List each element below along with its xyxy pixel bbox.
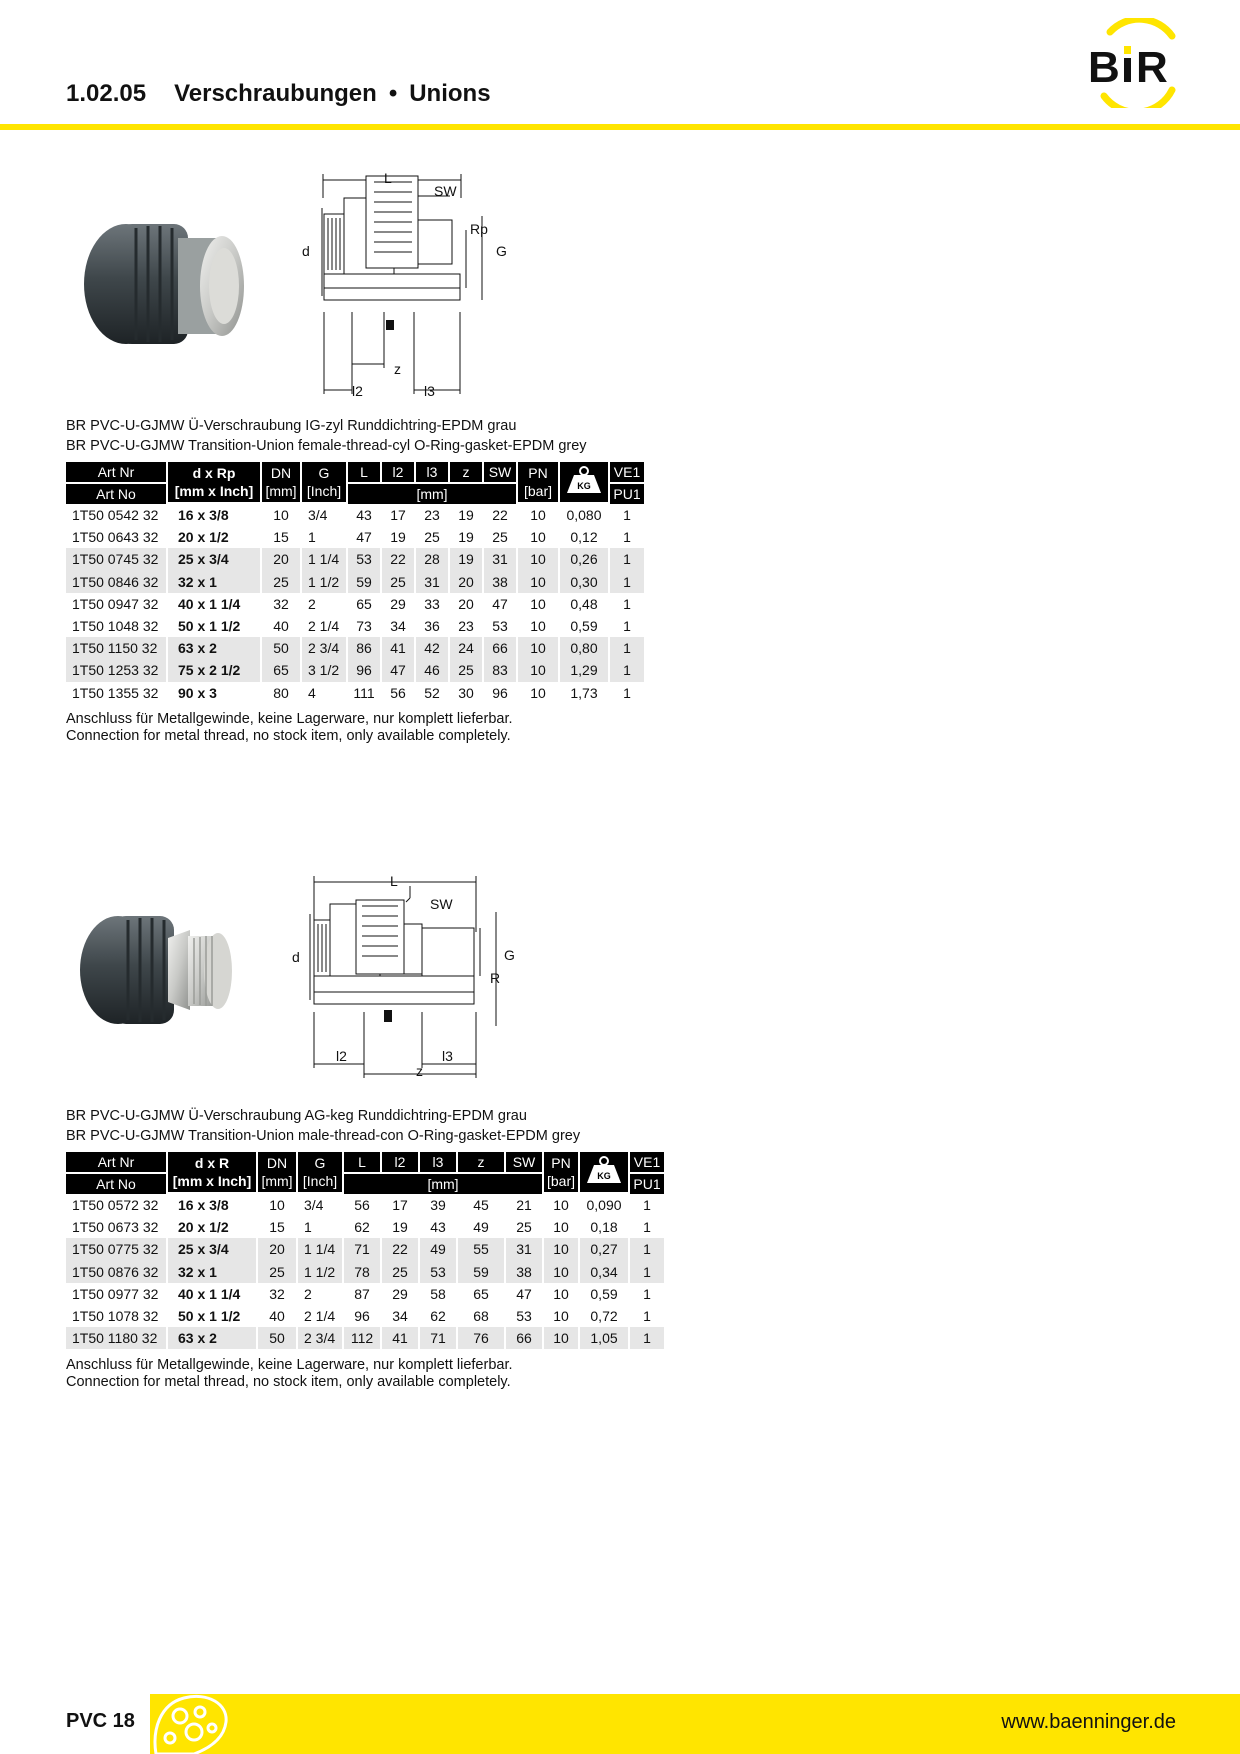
table-cell: 42 — [416, 637, 448, 659]
table-cell: 1 — [623, 595, 631, 612]
table-row — [66, 1283, 664, 1305]
section-number: 1.02.05 — [66, 80, 147, 107]
caption-de: BR PVC-U-GJMW Ü-Verschraubung AG-keg Runddichtring-EPDM grau — [66, 1108, 527, 1124]
table-row — [66, 1194, 664, 1216]
caption-de: BR PVC-U-GJMW Ü-Verschraubung IG-zyl Runddichtring-EPDM grau — [66, 418, 517, 434]
dim-label-l3: l3 — [424, 383, 435, 399]
table-cell: 1 — [610, 571, 644, 593]
table-cell: 1T50 0876 32 — [66, 1261, 166, 1283]
table-cell: 1 — [643, 1308, 651, 1325]
table-cell: 38 — [484, 571, 516, 593]
dim-label-z: z — [416, 1063, 423, 1079]
caption-en: BR PVC-U-GJMW Transition-Union female-thread-cyl O-Ring-gasket-EPDM grey — [66, 438, 587, 454]
table-cell: 31 — [506, 1238, 542, 1260]
table-cell: 17 — [392, 1197, 408, 1213]
col-l: L — [344, 1152, 380, 1174]
table-cell: 1T50 0745 32 — [66, 548, 166, 570]
table-cell: 43 — [430, 1219, 446, 1236]
table-cell: 78 — [344, 1261, 380, 1283]
dim-label-G: G — [504, 947, 515, 963]
table-cell: 49 — [473, 1219, 489, 1236]
table-cell: 66 — [484, 637, 516, 659]
note-de: Anschluss für Metallgewinde, keine Lagerware, nur komplett lieferbar. — [66, 711, 513, 727]
note-en: Connection for metal thread, no stock item, only available completely. — [66, 1374, 511, 1390]
table-cell: 41 — [382, 637, 414, 659]
table-cell: 0,12 — [570, 529, 598, 546]
svg-text:KG: KG — [577, 480, 591, 491]
table-cell: 2 — [308, 595, 316, 612]
table-cell: 34 — [390, 618, 406, 635]
table-cell: 1 — [610, 637, 644, 659]
table-row — [66, 659, 644, 681]
col-l2: l2 — [382, 462, 414, 484]
union-female-thread-photo — [78, 212, 250, 362]
table-row — [66, 504, 644, 526]
table-cell: 1 1/2 — [302, 571, 346, 593]
table-cell: 0,18 — [590, 1219, 618, 1236]
table-cell: 10 — [530, 618, 546, 635]
br-logo-icon — [1080, 18, 1190, 108]
table-cell: 2 — [304, 1285, 312, 1302]
table-cell: 59 — [458, 1261, 504, 1283]
note-de: Anschluss für Metallgewinde, keine Lagerware, nur komplett lieferbar. — [66, 1357, 513, 1373]
col-weight — [560, 462, 608, 504]
table-cell: 39 — [430, 1197, 446, 1213]
table-cell: 63 x 2 — [168, 1327, 256, 1349]
table-cell: 1T50 0572 32 — [72, 1197, 159, 1213]
col-art-no: Art No — [66, 1174, 166, 1194]
col-mm-unit: [mm] — [344, 1174, 542, 1194]
table-row — [66, 682, 644, 704]
table-cell: 68 — [473, 1308, 489, 1325]
table-cell: 1 — [304, 1219, 312, 1236]
col-pn: PN [bar] — [518, 462, 558, 504]
table-cell: 90 x 3 — [178, 684, 217, 701]
col-art-nr: Art Nr — [66, 462, 166, 484]
table-cell: 1T50 0673 32 — [72, 1219, 159, 1236]
table-cell: 15 — [273, 529, 289, 546]
table-cell: 19 — [450, 548, 482, 570]
table-cell: 40 x 1 1/4 — [178, 1285, 241, 1302]
table-cell: 32 x 1 — [168, 571, 260, 593]
col-l3: l3 — [420, 1152, 456, 1174]
dim-label-d: d — [292, 949, 300, 965]
section2-note — [66, 1357, 513, 1391]
table-cell: 20 — [450, 571, 482, 593]
table-cell: 2 3/4 — [302, 637, 346, 659]
website-link[interactable]: www.baenninger.de — [1001, 1711, 1176, 1733]
table-cell: 62 — [354, 1219, 370, 1236]
table-cell: 53 — [420, 1261, 456, 1283]
table-cell: 0,59 — [570, 618, 598, 635]
table-cell: 53 — [492, 618, 508, 635]
table-cell: 50 — [262, 637, 300, 659]
table-cell: 1T50 0775 32 — [66, 1238, 166, 1260]
bubble-decoration-icon — [150, 1690, 230, 1754]
table-cell: 22 — [382, 548, 414, 570]
col-pu1: PU1 — [610, 484, 644, 504]
table-cell: 112 — [344, 1327, 380, 1349]
table-cell: 1T50 1355 32 — [72, 684, 159, 701]
table-cell: 25 — [382, 1261, 418, 1283]
table-cell: 21 — [516, 1197, 532, 1213]
table-cell: 15 — [269, 1219, 285, 1236]
table-cell: 20 — [262, 548, 300, 570]
table-cell: 86 — [348, 637, 380, 659]
table-cell: 10 — [553, 1197, 569, 1213]
title-en: Unions — [409, 80, 491, 107]
table-cell: 3 1/2 — [302, 659, 346, 681]
dim-label-R: R — [490, 970, 501, 986]
table-cell: 1 — [610, 548, 644, 570]
table-cell: 2 1/4 — [308, 618, 340, 635]
table-row — [66, 615, 644, 637]
table-cell: 47 — [356, 529, 372, 546]
table-cell: 65 — [356, 595, 372, 612]
table-cell: 0,48 — [570, 595, 598, 612]
table-cell: 30 — [458, 684, 474, 701]
table-cell: 1T50 0542 32 — [72, 507, 159, 523]
table-cell: 25 — [258, 1261, 296, 1283]
dim-label-d: d — [302, 243, 310, 259]
table-cell: 1T50 0947 32 — [72, 595, 159, 612]
table-cell: 25 — [262, 571, 300, 593]
note-en: Connection for metal thread, no stock item, only available completely. — [66, 728, 511, 744]
table-cell: 56 — [390, 684, 406, 701]
table-cell: 1,29 — [560, 659, 608, 681]
table-cell: 10 — [544, 1327, 578, 1349]
table-cell: 1 — [643, 1285, 651, 1302]
table-cell: 53 — [348, 548, 380, 570]
table-cell: 46 — [416, 659, 448, 681]
table-cell: 62 — [430, 1308, 446, 1325]
table-cell: 59 — [348, 571, 380, 593]
weight-icon — [584, 1155, 624, 1185]
dim-label-SW: SW — [434, 183, 457, 199]
table-cell: 2 3/4 — [298, 1327, 342, 1349]
table-cell: 47 — [382, 659, 414, 681]
caption-en: BR PVC-U-GJMW Transition-Union male-thread-con O-Ring-gasket-EPDM grey — [66, 1128, 581, 1144]
spec-table-male — [64, 1152, 666, 1349]
table-cell: 31 — [484, 548, 516, 570]
table-cell: 20 — [258, 1238, 296, 1260]
table-cell: 2 1/4 — [304, 1308, 336, 1325]
dim-label-l2: l2 — [352, 383, 363, 399]
table-row — [66, 1327, 664, 1349]
dim-label-Rp: Rp — [470, 221, 488, 237]
col-ve1: VE1 — [630, 1152, 664, 1174]
table-cell: 1 — [630, 1327, 664, 1349]
table-cell: 16 x 3/8 — [178, 1197, 229, 1213]
table-cell: 1 — [623, 529, 631, 546]
table-cell: 1 1/4 — [302, 548, 346, 570]
table-cell: 66 — [506, 1327, 542, 1349]
table-cell: 10 — [530, 684, 546, 701]
table-cell: 10 — [553, 1308, 569, 1325]
table-cell: 1T50 1078 32 — [72, 1308, 159, 1325]
col-g: G [Inch] — [302, 462, 346, 504]
spec-table-female — [64, 462, 646, 704]
table-cell: 25 — [492, 529, 508, 546]
table-cell: 75 x 2 1/2 — [168, 659, 260, 681]
table-cell: 25 — [382, 571, 414, 593]
table-cell: 25 — [450, 659, 482, 681]
table-cell: 80 — [273, 684, 289, 701]
table-cell: 0,27 — [580, 1238, 628, 1260]
table-cell: 1,05 — [580, 1327, 628, 1349]
svg-text:KG: KG — [597, 1170, 611, 1181]
table-cell: 22 — [382, 1238, 418, 1260]
table-cell: 0,080 — [566, 507, 602, 523]
table-cell: 50 x 1 1/2 — [178, 618, 241, 635]
table-cell: 1 — [623, 507, 631, 523]
table-cell: 52 — [424, 684, 440, 701]
table-cell: 1 — [643, 1197, 651, 1213]
page-label: PVC 18 — [66, 1710, 135, 1732]
table-cell: 17 — [390, 507, 406, 523]
table-cell: 58 — [430, 1285, 446, 1302]
col-pu1: PU1 — [630, 1174, 664, 1194]
dim-label-l2: l2 — [336, 1048, 347, 1064]
table-row — [66, 1261, 664, 1283]
table-cell: 20 x 1/2 — [178, 1219, 229, 1236]
col-l3: l3 — [416, 462, 448, 484]
table-cell: 1 — [623, 684, 631, 701]
header-rule — [0, 124, 1240, 130]
table-cell: 1T50 0977 32 — [72, 1285, 159, 1302]
table-cell: 111 — [353, 684, 375, 701]
col-pn: PN [bar] — [544, 1152, 578, 1194]
table-body — [66, 1194, 664, 1349]
dim-label-SW: SW — [430, 896, 453, 912]
table-cell: 3/4 — [308, 507, 328, 523]
table-cell: 23 — [458, 618, 474, 635]
table-cell: 1T50 0643 32 — [72, 529, 159, 546]
table-cell: 19 — [458, 507, 474, 523]
table-cell: 43 — [356, 507, 372, 523]
table-cell: 83 — [484, 659, 516, 681]
col-dn: DN [mm] — [262, 462, 300, 504]
col-g: G [Inch] — [298, 1152, 342, 1194]
table-cell: 20 — [458, 595, 474, 612]
table-cell: 10 — [518, 637, 558, 659]
table-row — [66, 1238, 664, 1260]
col-art-nr: Art Nr — [66, 1152, 166, 1174]
table-row — [66, 1216, 664, 1238]
table-cell: 28 — [416, 548, 448, 570]
table-body — [66, 504, 644, 704]
table-row — [66, 1305, 664, 1327]
table-cell: 45 — [473, 1197, 489, 1213]
table-cell: 56 — [354, 1197, 370, 1213]
table-cell: 0,34 — [580, 1261, 628, 1283]
table-cell: 1 — [630, 1238, 664, 1260]
table-cell: 1 1/4 — [298, 1238, 342, 1260]
col-dim: d x R [mm x Inch] — [168, 1152, 256, 1194]
dim-label-L: L — [390, 873, 398, 889]
table-cell: 10 — [553, 1285, 569, 1302]
table-cell: 76 — [458, 1327, 504, 1349]
table-cell: 50 x 1 1/2 — [178, 1308, 241, 1325]
table-cell: 96 — [492, 684, 508, 701]
table-cell: 10 — [544, 1261, 578, 1283]
section1-caption — [66, 416, 587, 456]
table-cell: 0,72 — [590, 1308, 618, 1325]
col-dim: d x Rp [mm x Inch] — [168, 462, 260, 504]
col-dn: DN [mm] — [258, 1152, 296, 1194]
table-cell: 1T50 0846 32 — [66, 571, 166, 593]
table-row — [66, 548, 644, 570]
col-weight — [580, 1152, 628, 1194]
table-row — [66, 571, 644, 593]
table-cell: 25 x 3/4 — [168, 548, 260, 570]
table-row — [66, 526, 644, 548]
table-cell: 65 — [473, 1285, 489, 1302]
table-cell: 10 — [518, 571, 558, 593]
table-cell: 19 — [458, 529, 474, 546]
table-cell: 63 x 2 — [168, 637, 260, 659]
table-cell: 10 — [530, 507, 546, 523]
table-cell: 47 — [516, 1285, 532, 1302]
col-l: L — [348, 462, 380, 484]
table-cell: 65 — [262, 659, 300, 681]
table-cell: 1 1/2 — [298, 1261, 342, 1283]
table-cell: 47 — [492, 595, 508, 612]
table-cell: 19 — [392, 1219, 408, 1236]
table-cell: 1 — [643, 1219, 651, 1236]
weight-icon — [564, 465, 604, 495]
table-cell: 10 — [269, 1197, 285, 1213]
table-cell: 40 x 1 1/4 — [178, 595, 241, 612]
table-cell: 53 — [516, 1308, 532, 1325]
title-de: Verschraubungen — [174, 80, 377, 107]
svg-text:B: B — [1088, 43, 1120, 92]
col-z: z — [450, 462, 482, 484]
table-cell: 87 — [354, 1285, 370, 1302]
dim-label-G: G — [496, 243, 507, 259]
table-row — [66, 593, 644, 615]
table-cell: 71 — [420, 1327, 456, 1349]
table-cell: 71 — [344, 1238, 380, 1260]
table-cell: 25 — [516, 1219, 532, 1236]
col-sw: SW — [506, 1152, 542, 1174]
svg-text:R: R — [1136, 43, 1168, 92]
dim-label-L: L — [384, 170, 392, 186]
table-cell: 25 — [424, 529, 440, 546]
table-cell: 24 — [450, 637, 482, 659]
dim-label-l3: l3 — [442, 1048, 453, 1064]
table-cell: 19 — [390, 529, 406, 546]
section1-note — [66, 711, 513, 745]
table-cell: 1 — [308, 529, 316, 546]
table-cell: 32 — [273, 595, 289, 612]
col-mm-unit: [mm] — [348, 484, 516, 504]
table-cell: 36 — [424, 618, 440, 635]
table-cell: 40 — [273, 618, 289, 635]
table-cell: 73 — [356, 618, 372, 635]
col-sw: SW — [484, 462, 516, 484]
table-cell: 22 — [492, 507, 508, 523]
table-cell: 55 — [458, 1238, 504, 1260]
table-cell: 10 — [530, 595, 546, 612]
table-cell: 31 — [416, 571, 448, 593]
table-cell: 10 — [530, 529, 546, 546]
table-cell: 1T50 1253 32 — [66, 659, 166, 681]
table-cell: 0,30 — [560, 571, 608, 593]
table-cell: 49 — [420, 1238, 456, 1260]
table-cell: 10 — [553, 1219, 569, 1236]
union-female-thread-drawing — [296, 168, 518, 404]
table-cell: 29 — [390, 595, 406, 612]
table-cell: 23 — [424, 507, 440, 523]
table-cell: 96 — [348, 659, 380, 681]
table-cell: 34 — [392, 1308, 408, 1325]
table-cell: 1T50 1180 32 — [66, 1327, 166, 1349]
dim-label-z: z — [394, 361, 401, 377]
col-z: z — [458, 1152, 504, 1174]
table-cell: 10 — [273, 507, 289, 523]
table-cell: 10 — [544, 1238, 578, 1260]
section2-caption — [66, 1106, 580, 1146]
union-male-thread-drawing — [286, 872, 522, 1082]
col-ve1: VE1 — [610, 462, 644, 484]
page-title — [66, 80, 491, 108]
table-cell: 38 — [506, 1261, 542, 1283]
table-cell: 29 — [392, 1285, 408, 1302]
title-separator: • — [388, 80, 398, 107]
table-cell: 20 x 1/2 — [178, 529, 229, 546]
table-cell: 96 — [354, 1308, 370, 1325]
table-cell: 16 x 3/8 — [178, 507, 229, 523]
table-cell: 10 — [518, 659, 558, 681]
table-cell: 1 — [623, 618, 631, 635]
table-cell: 41 — [382, 1327, 418, 1349]
col-l2: l2 — [382, 1152, 418, 1174]
table-cell: 3/4 — [304, 1197, 324, 1213]
table-cell: 1 — [610, 659, 644, 681]
col-art-no: Art No — [66, 484, 166, 504]
union-male-thread-photo — [78, 908, 238, 1038]
table-cell: 0,090 — [586, 1197, 622, 1213]
table-cell: 0,80 — [560, 637, 608, 659]
table-cell: 0,59 — [590, 1285, 618, 1302]
table-cell: 1 — [630, 1261, 664, 1283]
table-cell: 50 — [258, 1327, 296, 1349]
table-cell: 33 — [424, 595, 440, 612]
table-row — [66, 637, 644, 659]
table-cell: 1T50 1048 32 — [72, 618, 159, 635]
table-cell: 10 — [518, 548, 558, 570]
table-cell: 32 — [269, 1285, 285, 1302]
table-cell: 4 — [308, 684, 316, 701]
table-cell: 1,73 — [570, 684, 598, 701]
table-cell: 0,26 — [560, 548, 608, 570]
table-cell: 25 x 3/4 — [168, 1238, 256, 1260]
table-cell: 40 — [269, 1308, 285, 1325]
table-cell: 32 x 1 — [168, 1261, 256, 1283]
table-cell: 1T50 1150 32 — [66, 637, 166, 659]
